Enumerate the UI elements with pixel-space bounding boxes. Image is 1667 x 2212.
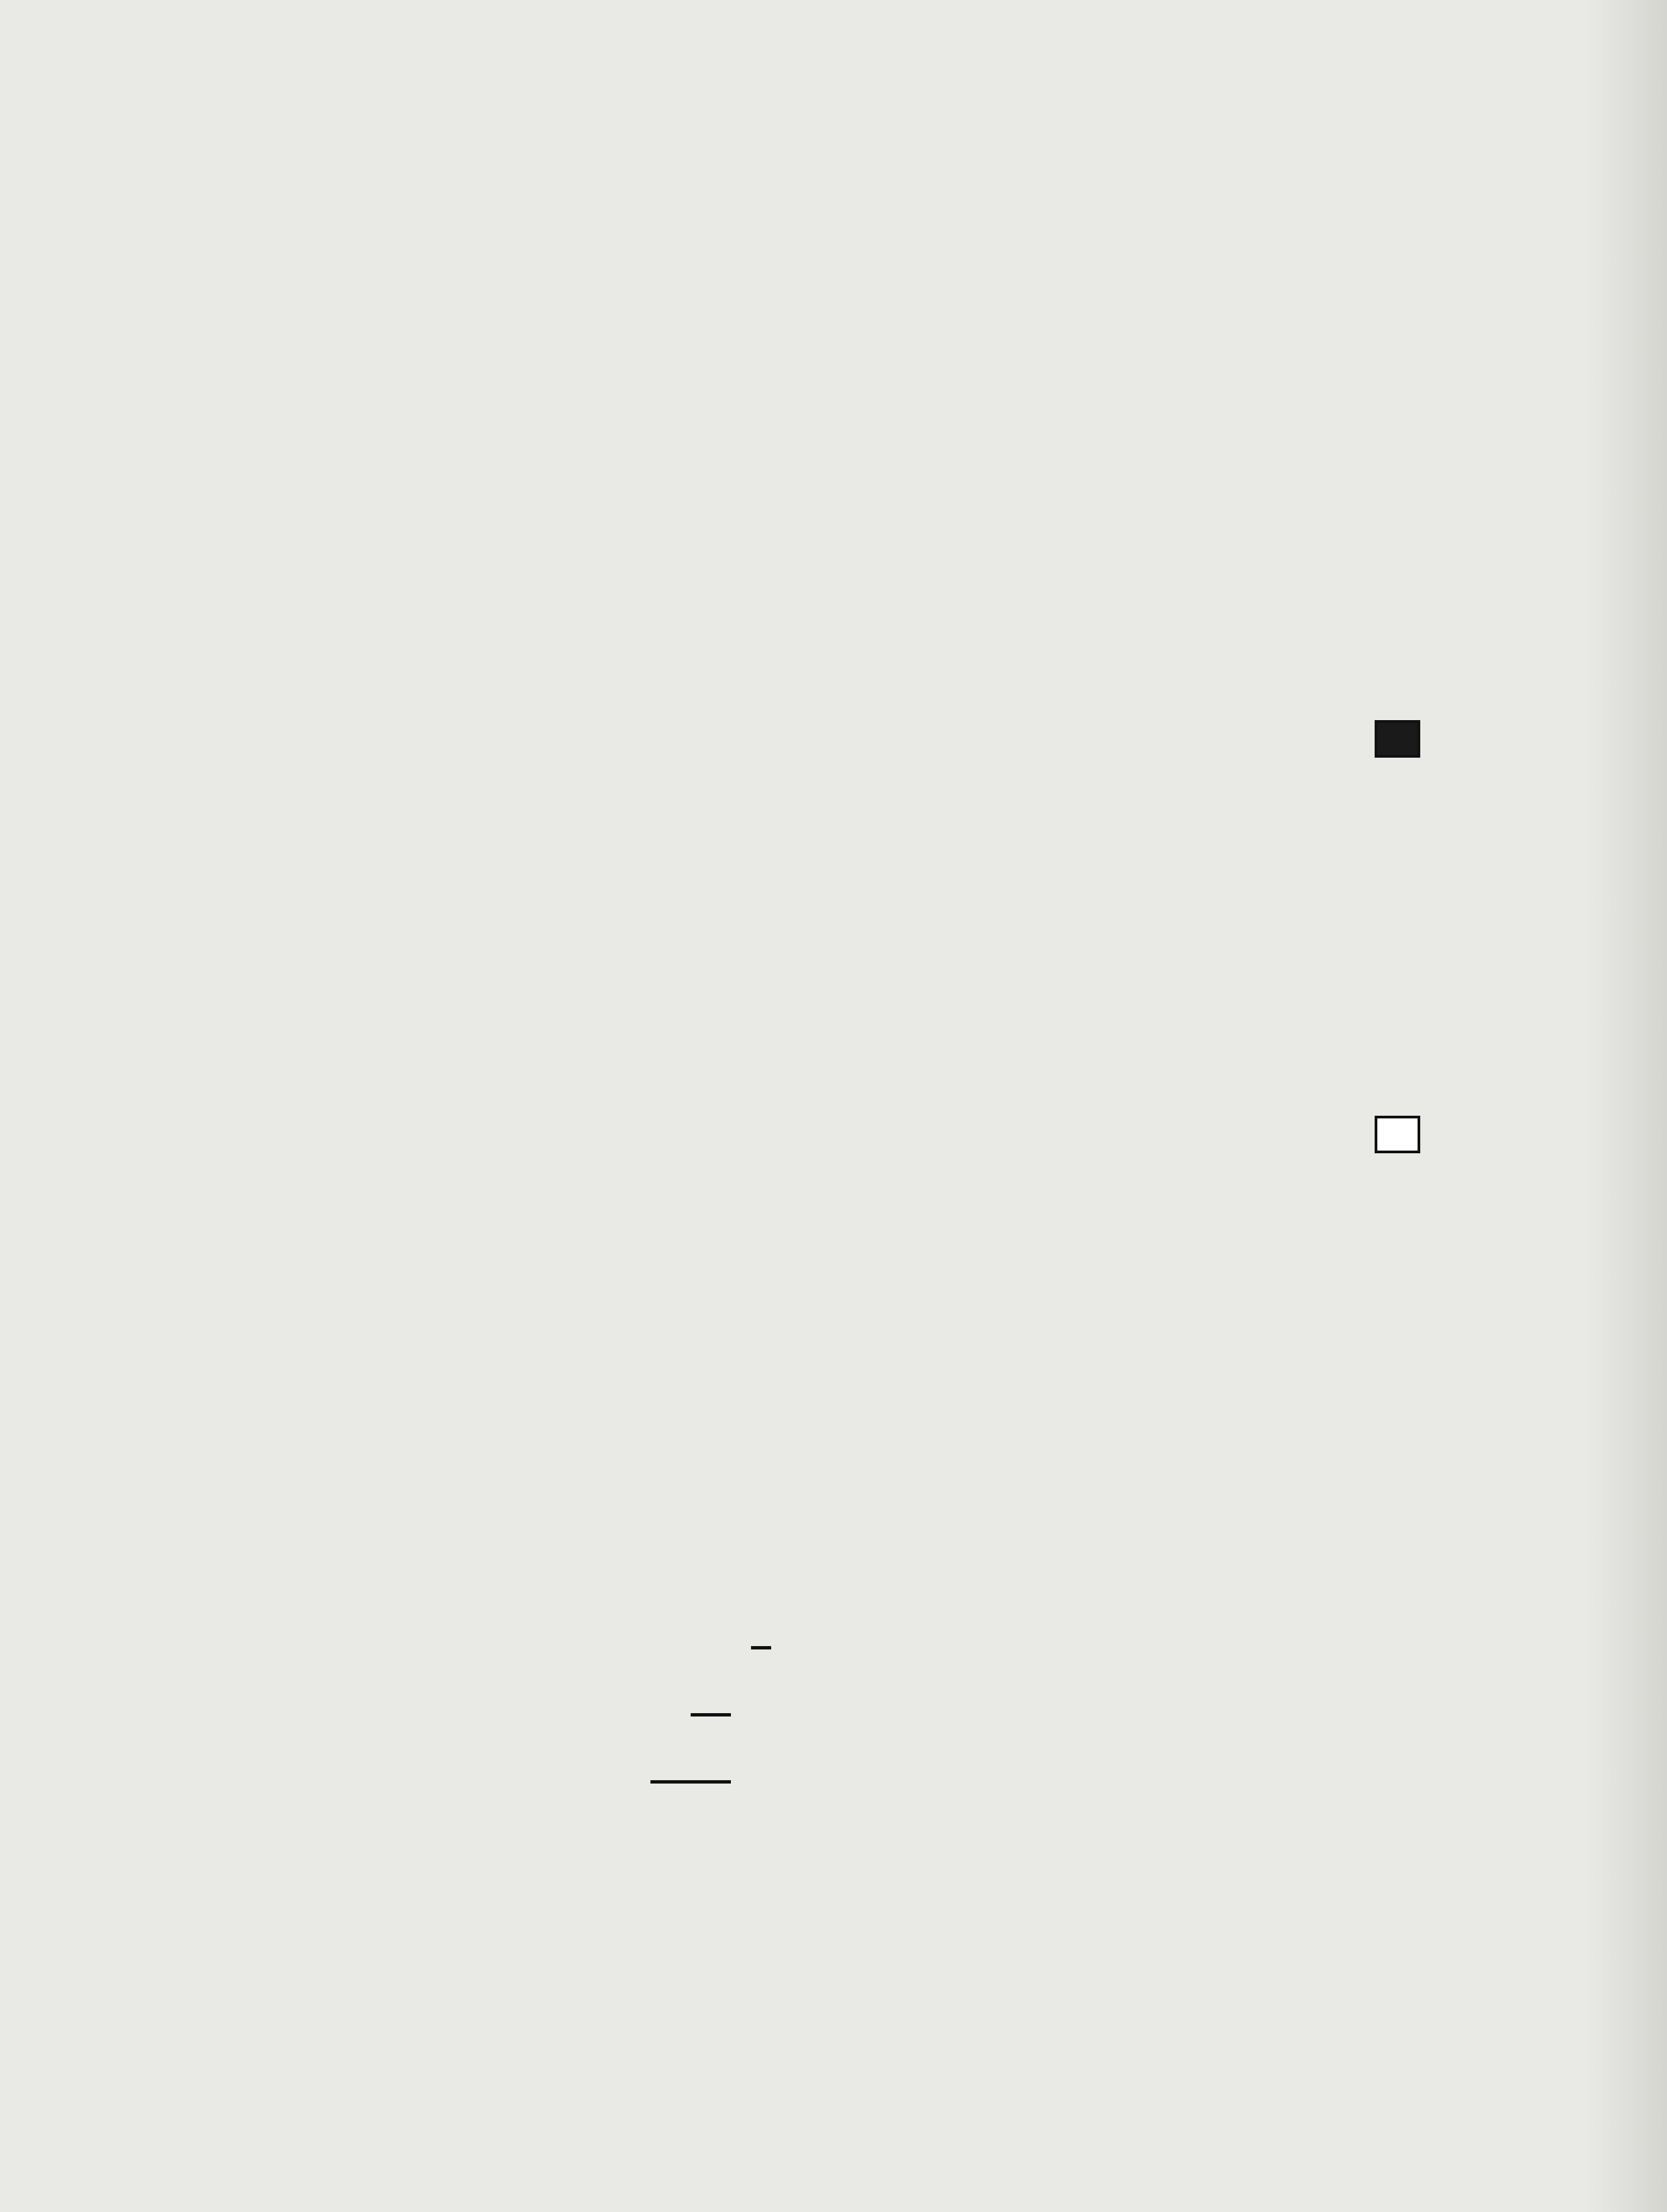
legend-swatch-export xyxy=(1375,720,1420,758)
page-edge-shadow xyxy=(1587,0,1667,2212)
legend-swatch-investment xyxy=(1375,1116,1420,1153)
bar-chart xyxy=(315,60,1589,2005)
rotated-chart-page xyxy=(315,60,1589,2005)
